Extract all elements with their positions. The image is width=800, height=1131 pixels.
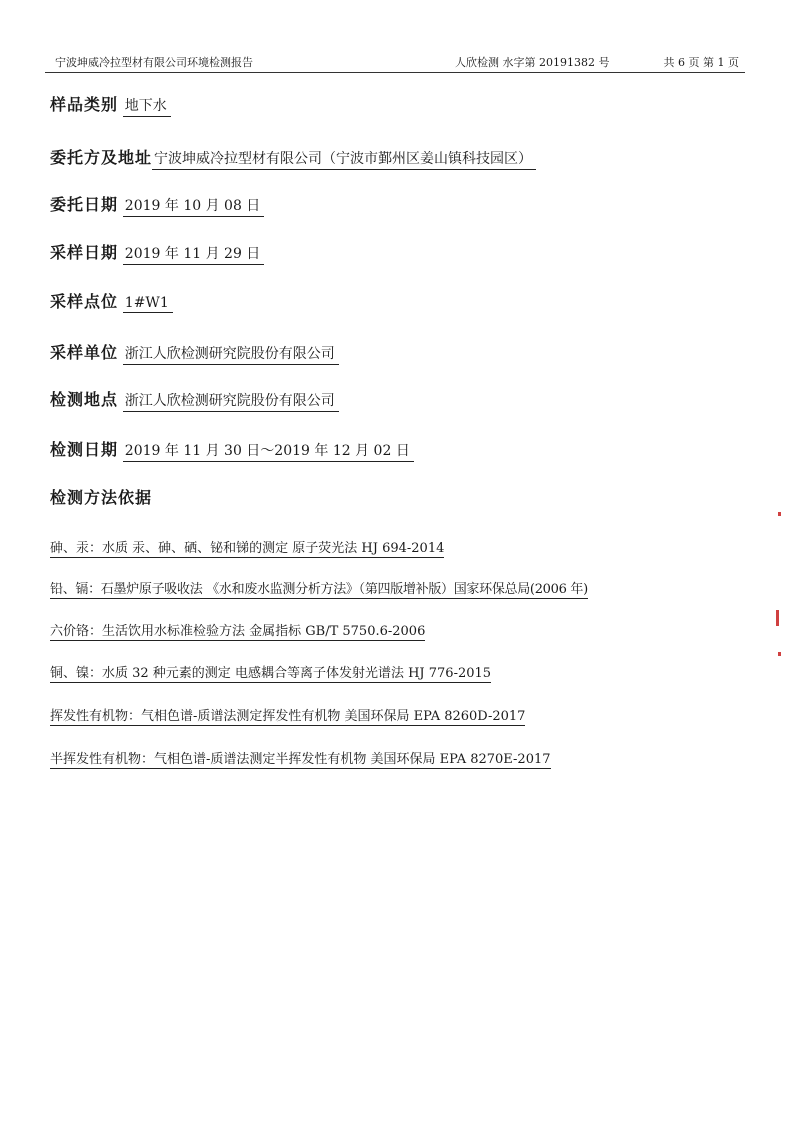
method-item: 砷、汞：水质 汞、砷、硒、铋和锑的测定 原子荧光法 HJ 694-2014 bbox=[50, 537, 444, 558]
field-label: 检测地点 bbox=[50, 390, 119, 409]
field-value: 浙江人欣检测研究院股份有限公司 bbox=[123, 343, 339, 365]
header-company-report: 宁波坤威冷拉型材有限公司环境检测报告 bbox=[55, 56, 253, 69]
field-sample-category bbox=[50, 92, 171, 118]
method-item: 铜、镍：水质 32 种元素的测定 电感耦合等离子体发射光谱法 HJ 776-2015 bbox=[50, 662, 491, 683]
method-item: 六价铬：生活饮用水标准检验方法 金属指标 GB/T 5750.6-2006 bbox=[50, 620, 425, 641]
field-client-address bbox=[50, 145, 536, 171]
methods-title: 检测方法依据 bbox=[50, 488, 153, 507]
field-label: 样品类别 bbox=[50, 95, 119, 114]
field-label: 采样日期 bbox=[50, 243, 119, 262]
header-divider bbox=[45, 72, 745, 73]
field-value: 2019 年 11 月 29 日 bbox=[123, 243, 265, 265]
field-value: 地下水 bbox=[123, 95, 171, 117]
edge-mark bbox=[778, 512, 781, 516]
method-item: 铅、镉：石墨炉原子吸收法 《水和废水监测分析方法》（第四版增补版）国家环保总局(2006 年) bbox=[50, 578, 588, 599]
edge-mark bbox=[778, 652, 781, 656]
field-sampling-point bbox=[50, 289, 173, 315]
field-sampling-date bbox=[50, 240, 264, 266]
field-value: 1#W1 bbox=[123, 295, 173, 313]
field-label: 采样单位 bbox=[50, 343, 119, 362]
field-label: 委托日期 bbox=[50, 195, 119, 214]
field-testing-location bbox=[50, 387, 339, 413]
field-label: 委托方及地址 bbox=[50, 148, 153, 167]
field-value: 2019 年 10 月 08 日 bbox=[123, 195, 265, 217]
field-commission-date bbox=[50, 192, 264, 218]
field-value: 2019 年 11 月 30 日～2019 年 12 月 02 日 bbox=[123, 440, 414, 462]
header-page-info: 共 6 页 第 1 页 bbox=[663, 56, 739, 69]
field-value: 宁波坤威冷拉型材有限公司（宁波市鄞州区姜山镇科技园区） bbox=[152, 148, 536, 170]
header-report-number: 人欣检测 水字第 20191382 号 bbox=[455, 56, 610, 69]
field-value: 浙江人欣检测研究院股份有限公司 bbox=[123, 390, 339, 412]
page-header bbox=[45, 50, 745, 72]
field-label: 采样点位 bbox=[50, 292, 119, 311]
edge-mark bbox=[776, 610, 779, 626]
field-sampling-unit bbox=[50, 340, 339, 366]
method-item: 挥发性有机物：气相色谱-质谱法测定挥发性有机物 美国环保局 EPA 8260D-2017 bbox=[50, 705, 525, 726]
method-item: 半挥发性有机物：气相色谱-质谱法测定半挥发性有机物 美国环保局 EPA 8270E-2017 bbox=[50, 748, 551, 769]
field-testing-date bbox=[50, 437, 414, 463]
field-label: 检测日期 bbox=[50, 440, 119, 459]
